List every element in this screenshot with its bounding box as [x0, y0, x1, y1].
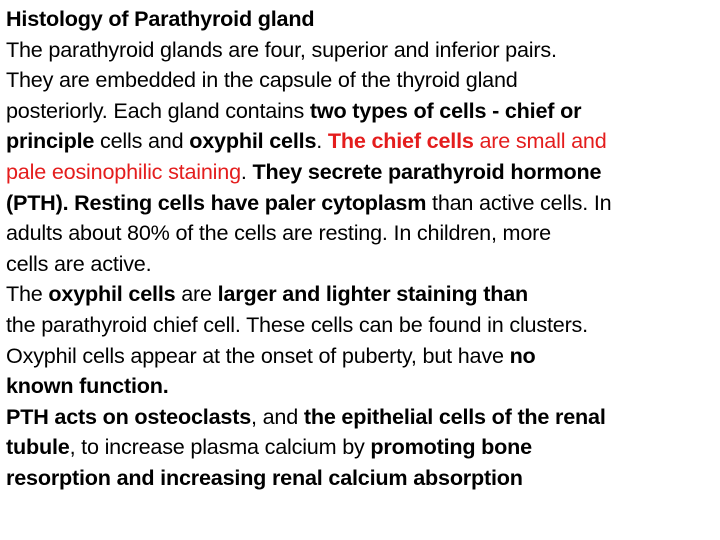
text-run: the parathyroid chief cell. These cells can be found in clusters. [6, 311, 588, 337]
bold-text: oxyphil cells [48, 281, 176, 307]
text-run: , and [251, 403, 304, 429]
text-run: are [175, 281, 218, 307]
text-line [6, 249, 718, 280]
bold-text: resorption and increasing renal calcium absorption [6, 464, 523, 490]
text-run: cells are active. [6, 250, 152, 276]
text-line [6, 218, 718, 249]
bold-text: tubule [6, 434, 70, 460]
highlighted-text: The chief cells [327, 128, 474, 154]
highlighted-text: are small and [473, 128, 607, 154]
text-run: posteriorly. Each gland contains [6, 97, 310, 123]
text-line [6, 188, 718, 219]
text-line [6, 96, 718, 127]
text-line [6, 126, 718, 157]
text-run: . [316, 128, 328, 154]
text-line [6, 279, 718, 310]
text-run: adults about 80% of the cells are resting. In children, more [6, 220, 551, 246]
bold-text: no [509, 342, 536, 368]
text-line [6, 432, 718, 463]
text-line [6, 341, 718, 372]
bold-text: They secrete parathyroid hormone [252, 158, 602, 184]
text-run: , to increase plasma calcium by [69, 434, 371, 460]
bold-text: two types of cells - chief or [309, 97, 582, 123]
highlighted-text: pale eosinophilic staining [6, 158, 241, 184]
text-run: Oxyphil cells appear at the onset of puberty, but have [6, 342, 510, 368]
bold-text: larger and lighter staining than [217, 281, 529, 307]
text-line [6, 310, 718, 341]
text-line [6, 65, 718, 96]
bold-text: promoting bone [370, 434, 532, 460]
bold-text: (PTH). Resting cells have paler cytoplasm [6, 189, 427, 215]
text-line [6, 463, 718, 494]
text-run: . [240, 158, 253, 184]
bold-text: PTH acts on osteoclasts [6, 403, 252, 429]
bold-text: known function. [6, 373, 169, 399]
text-line [6, 157, 718, 188]
text-run: The parathyroid glands are four, superior and inferior pairs. [6, 36, 557, 62]
text-run: than active cells. In [426, 189, 612, 215]
bold-text: oxyphil cells [189, 128, 317, 154]
bold-text: the epithelial cells of the renal [303, 403, 606, 429]
slide-text-body [6, 4, 718, 494]
text-line [6, 35, 718, 66]
text-run: cells and [94, 128, 190, 154]
text-line [6, 371, 718, 402]
slide-title [6, 4, 718, 35]
bold-text: principle [6, 128, 95, 154]
bold-text: Histology of Parathyroid gland [6, 6, 315, 31]
text-line [6, 402, 718, 433]
text-run: The [6, 281, 49, 307]
text-run: They are embedded in the capsule of the thyroid gland [6, 67, 518, 93]
